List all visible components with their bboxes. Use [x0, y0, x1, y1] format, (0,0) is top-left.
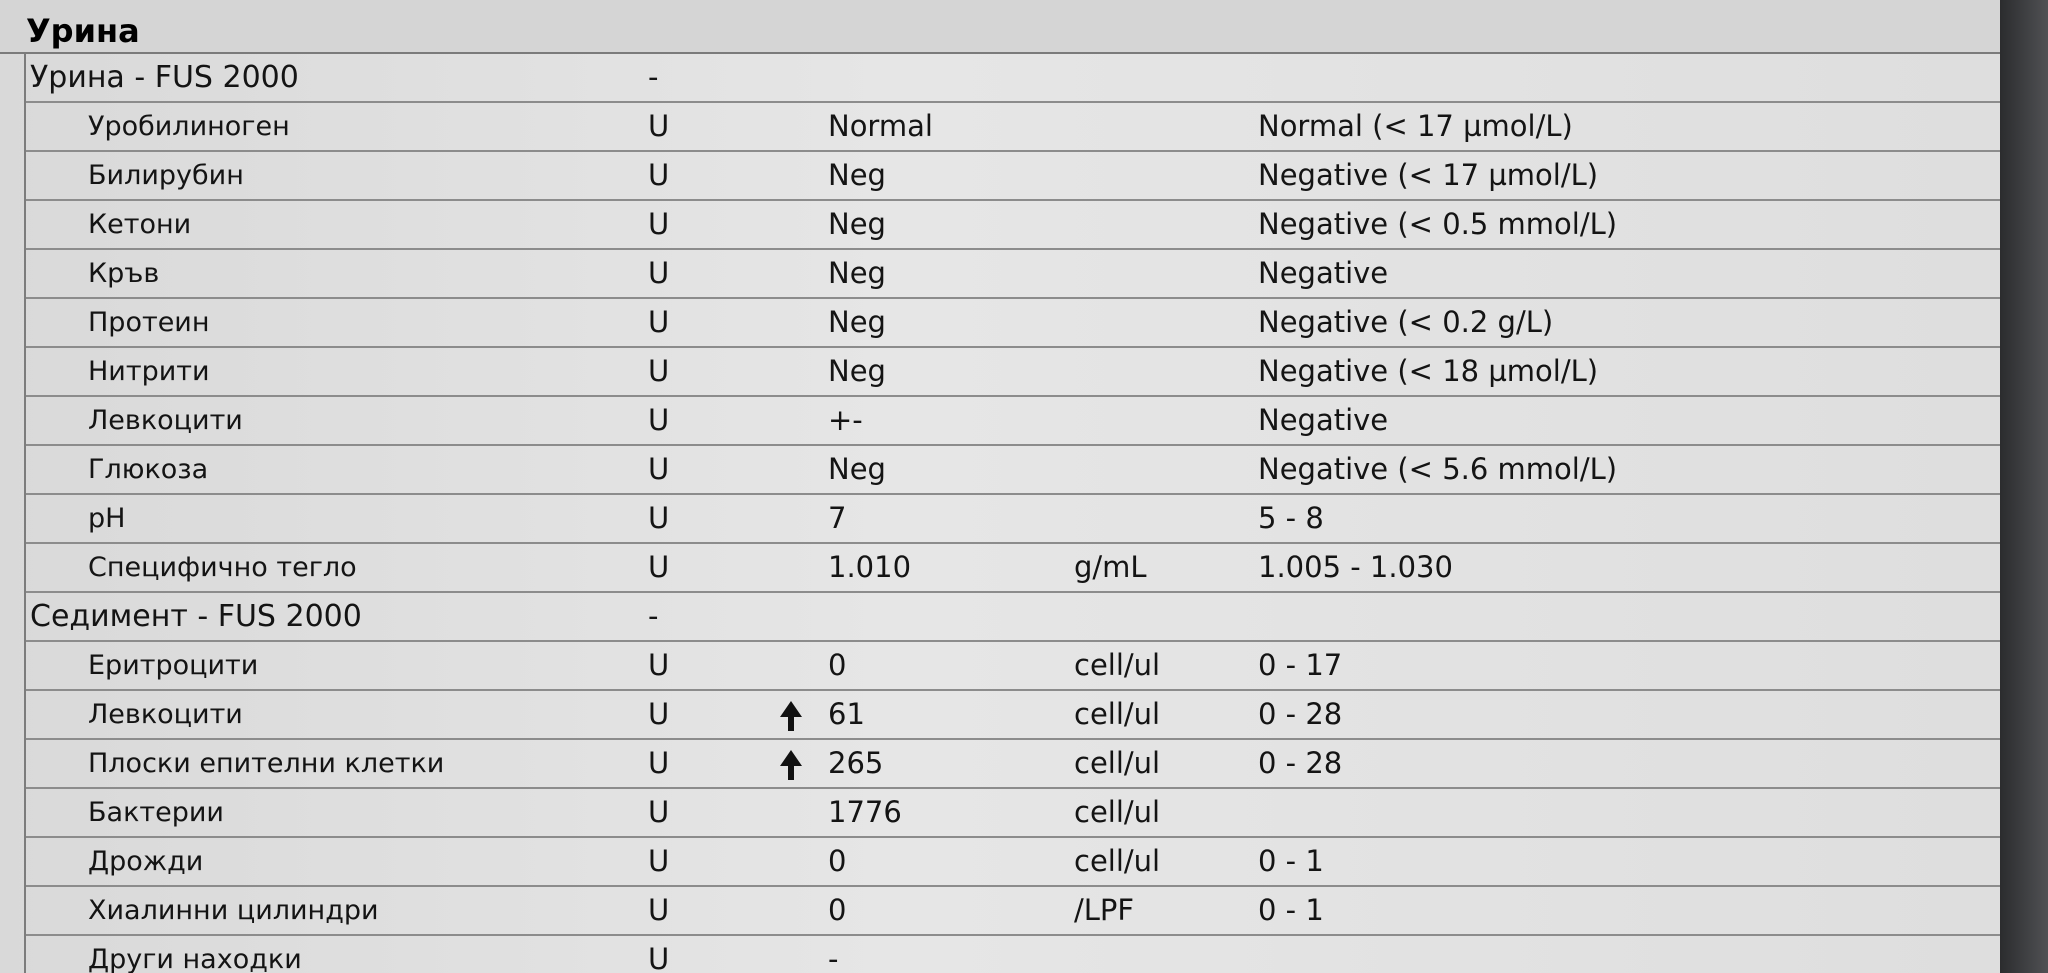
reference-range: 1.005 - 1.030 — [1258, 550, 1453, 584]
test-name: Нитрити — [88, 356, 210, 387]
reference-range: 0 - 17 — [1258, 648, 1343, 682]
flag-cell — [778, 348, 806, 395]
sample-code: U — [648, 305, 670, 339]
flag-cell — [778, 446, 806, 493]
reference-range: Normal (< 17 µmol/L) — [1258, 109, 1573, 143]
reference-range: 0 - 28 — [1258, 746, 1343, 780]
reference-range: 0 - 1 — [1258, 844, 1324, 878]
result-units: g/mL — [1074, 550, 1147, 584]
table-row — [26, 691, 2000, 740]
table-row — [26, 936, 2000, 973]
result-value: 61 — [828, 697, 865, 731]
result-units: cell/ul — [1074, 844, 1161, 878]
table-row — [26, 103, 2000, 152]
test-name: Левкоцити — [88, 405, 243, 436]
test-name: Урина - FUS 2000 — [30, 60, 299, 95]
result-value: 1776 — [828, 795, 902, 829]
sample-code: U — [648, 354, 670, 388]
test-name: Специфично тегло — [88, 552, 357, 583]
result-units: cell/ul — [1074, 697, 1161, 731]
flag-cell — [778, 54, 806, 101]
reference-range: 0 - 28 — [1258, 697, 1343, 731]
group-header-row — [26, 593, 2000, 642]
sample-code: U — [648, 452, 670, 486]
result-units: /LPF — [1074, 893, 1135, 927]
test-name: Седимент - FUS 2000 — [30, 599, 362, 634]
test-name: Еритроцити — [88, 650, 259, 681]
test-name: Бактерии — [88, 797, 224, 828]
section-title: Урина — [26, 12, 140, 50]
flag-cell — [778, 740, 806, 787]
flag-cell — [778, 789, 806, 836]
sample-code: U — [648, 795, 670, 829]
table-row — [26, 495, 2000, 544]
flag-cell — [778, 103, 806, 150]
test-name: Други находки — [88, 944, 302, 973]
flag-cell — [778, 397, 806, 444]
flag-cell — [778, 691, 806, 738]
flag-cell — [778, 299, 806, 346]
sample-code: U — [648, 844, 670, 878]
flag-cell — [778, 593, 806, 640]
sample-code: U — [648, 697, 670, 731]
sample-code: U — [648, 746, 670, 780]
result-value: 265 — [828, 746, 884, 780]
sample-code: U — [648, 501, 670, 535]
reference-range: Negative (< 17 µmol/L) — [1258, 158, 1599, 192]
result-value: 7 — [828, 501, 847, 535]
table-row — [26, 201, 2000, 250]
test-name: Протеин — [88, 307, 210, 338]
test-name: pH — [88, 503, 126, 534]
result-value: Neg — [828, 354, 886, 388]
sample-code: U — [648, 109, 670, 143]
group-header-row — [26, 54, 2000, 103]
result-value: Neg — [828, 256, 886, 290]
monitor-bezel — [2000, 0, 2048, 973]
test-name: Дрожди — [88, 846, 204, 877]
flag-cell — [778, 642, 806, 689]
result-value: Neg — [828, 305, 886, 339]
flag-cell — [778, 495, 806, 542]
reference-range: 0 - 1 — [1258, 893, 1324, 927]
sample-code: U — [648, 648, 670, 682]
flag-cell — [778, 152, 806, 199]
table-row — [26, 544, 2000, 593]
test-name: Уробилиноген — [88, 111, 290, 142]
reference-range: Negative (< 0.2 g/L) — [1258, 305, 1554, 339]
result-value: Normal — [828, 109, 933, 143]
test-name: Билирубин — [88, 160, 244, 191]
table-row — [26, 152, 2000, 201]
table-row — [26, 299, 2000, 348]
test-name: Хиалинни цилиндри — [88, 895, 379, 926]
table-row — [26, 887, 2000, 936]
table-row — [26, 740, 2000, 789]
flag-cell — [778, 201, 806, 248]
result-value: - — [828, 942, 839, 973]
test-name: Левкоцити — [88, 699, 243, 730]
test-name: Кръв — [88, 258, 160, 289]
section-header — [0, 0, 2000, 54]
result-value: Neg — [828, 452, 886, 486]
result-value: 0 — [828, 844, 847, 878]
table-row — [26, 348, 2000, 397]
result-value: +- — [828, 403, 863, 437]
test-name: Глюкоза — [88, 454, 209, 485]
sample-code: U — [648, 207, 670, 241]
test-name: Плоски епителни клетки — [88, 748, 445, 779]
sample-code: U — [648, 893, 670, 927]
sample-code: - — [648, 599, 659, 633]
results-table — [24, 54, 2000, 973]
table-row — [26, 250, 2000, 299]
sample-code: U — [648, 158, 670, 192]
sample-code: U — [648, 550, 670, 584]
flag-cell — [778, 250, 806, 297]
table-row — [26, 789, 2000, 838]
result-value: Neg — [828, 207, 886, 241]
test-name: Кетони — [88, 209, 192, 240]
table-row — [26, 642, 2000, 691]
flag-cell — [778, 936, 806, 973]
reference-range: Negative — [1258, 403, 1389, 437]
result-units: cell/ul — [1074, 795, 1161, 829]
flag-cell — [778, 544, 806, 591]
table-row — [26, 446, 2000, 495]
result-value: 0 — [828, 648, 847, 682]
sample-code: U — [648, 403, 670, 437]
result-value: Neg — [828, 158, 886, 192]
reference-range: Negative (< 18 µmol/L) — [1258, 354, 1599, 388]
flag-cell — [778, 887, 806, 934]
result-value: 1.010 — [828, 550, 912, 584]
result-units: cell/ul — [1074, 648, 1161, 682]
flag-cell — [778, 838, 806, 885]
result-value: 0 — [828, 893, 847, 927]
sample-code: U — [648, 256, 670, 290]
reference-range: Negative (< 0.5 mmol/L) — [1258, 207, 1618, 241]
reference-range: 5 - 8 — [1258, 501, 1324, 535]
reference-range: Negative — [1258, 256, 1389, 290]
sample-code: - — [648, 60, 659, 94]
reference-range: Negative (< 5.6 mmol/L) — [1258, 452, 1618, 486]
result-units: cell/ul — [1074, 746, 1161, 780]
table-row — [26, 838, 2000, 887]
table-row — [26, 397, 2000, 446]
sample-code: U — [648, 942, 670, 973]
